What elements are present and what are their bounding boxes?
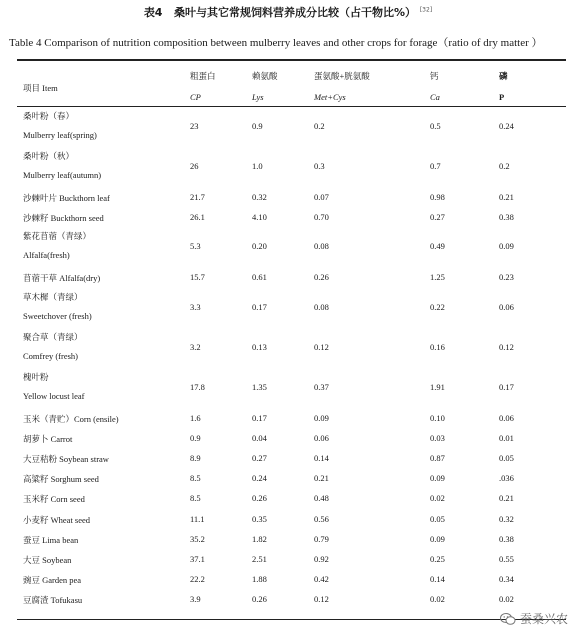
cell-p: 0.21 [499, 192, 514, 202]
table-row [0, 207, 576, 227]
row-name: 苜蓿干草 Alfalfa(dry) [23, 273, 101, 284]
row-name: 蚕豆 Lima bean [23, 534, 79, 545]
table-row [0, 589, 576, 609]
cell-ca: 0.09 [430, 533, 445, 544]
table-title-english: Table 4 Comparison of nutrition composition between mulberry leaves and other crops for forage（ratio of dry matter ） [9, 37, 543, 49]
row-name: 沙棘籽 Buckthorn seed [23, 213, 104, 224]
cell-p: 0.55 [499, 554, 514, 564]
header-lys: Lys [252, 92, 264, 102]
wechat-icon [500, 612, 516, 626]
table-row [0, 509, 576, 529]
cell-lys: 0.04 [252, 432, 267, 443]
cell-ca: 0.16 [430, 341, 445, 352]
cell-metcys: 0.08 [314, 241, 329, 252]
cell-lys: 1.88 [252, 574, 267, 585]
watermark [500, 610, 568, 627]
table-row [0, 267, 576, 287]
cell-lys: 0.26 [252, 594, 267, 605]
cell-ca: 0.49 [430, 241, 445, 252]
cell-ca: 0.05 [430, 513, 445, 524]
row-name: 沙棘叶片 Buckthorn leaf [23, 193, 110, 203]
cell-lys: 1.0 [252, 161, 263, 171]
cell-p: .036 [499, 473, 514, 484]
cell-ca: 0.03 [430, 432, 445, 443]
table-row [0, 187, 576, 207]
cell-metcys: 0.12 [314, 594, 329, 605]
row-name: 豌豆 Garden pea [23, 575, 82, 586]
row-name: 大豆秸粉 Soybean straw [23, 454, 109, 464]
cell-lys: 4.10 [252, 212, 267, 223]
row-name-cn: 槐叶粉 [23, 371, 49, 382]
cell-metcys: 0.42 [314, 574, 329, 585]
cell-cp: 37.1 [190, 554, 205, 564]
cell-metcys: 0.79 [314, 533, 329, 544]
cell-lys: 0.35 [252, 513, 267, 524]
row-name-en: Yellow locust leaf [23, 390, 85, 401]
row-name: 大豆 Soybean [23, 555, 72, 565]
top-rule [17, 59, 566, 61]
table-row [0, 328, 576, 368]
cell-metcys: 0.70 [314, 212, 329, 223]
cell-ca: 0.09 [430, 473, 445, 484]
row-name-en: Comfrey (fresh) [23, 350, 78, 361]
cell-p: 0.06 [499, 412, 514, 423]
cell-lys: 0.24 [252, 473, 267, 484]
table-row [0, 288, 576, 328]
cell-p: 0.09 [499, 241, 514, 252]
header-cp: CP [190, 92, 201, 102]
cell-metcys: 0.56 [314, 513, 329, 524]
row-name-cn: 聚合草（青绿） [23, 331, 83, 342]
cell-metcys: 0.26 [314, 272, 329, 283]
row-name: 胡萝卜 Carrot [23, 433, 73, 444]
header-metcys-cn: 蛋氨酸+胱氨酸 [314, 71, 370, 81]
cell-cp: 3.2 [190, 341, 201, 352]
cell-p: 0.06 [499, 301, 514, 312]
table-row [0, 428, 576, 448]
cell-metcys: 0.14 [314, 453, 329, 463]
cell-cp: 26.1 [190, 212, 205, 223]
table-row [0, 227, 576, 267]
cell-lys: 0.27 [252, 453, 267, 463]
cell-p: 0.21 [499, 493, 514, 504]
cell-p: 0.02 [499, 594, 514, 605]
cell-metcys: 0.2 [314, 121, 325, 131]
cell-p: 0.23 [499, 272, 514, 283]
table-row [0, 368, 576, 408]
cell-cp: 26 [190, 161, 199, 171]
cell-lys: 1.35 [252, 381, 267, 392]
header-metcys: Met+Cys [314, 92, 346, 102]
cell-lys: 0.20 [252, 241, 267, 252]
cell-p: 0.05 [499, 453, 514, 463]
cell-p: 0.32 [499, 513, 514, 524]
row-name-cn: 草木樨（青绿） [23, 291, 83, 302]
header-ca-cn: 钙 [430, 71, 439, 81]
row-name-en: Alfalfa(fresh) [23, 250, 70, 261]
cell-p: 0.38 [499, 212, 514, 223]
header-lys-cn: 赖氨酸 [252, 71, 278, 81]
row-name-cn: 桑叶粉（秋） [23, 151, 75, 161]
cell-lys: 2.51 [252, 554, 267, 564]
cell-metcys: 0.37 [314, 381, 329, 392]
cell-ca: 0.02 [430, 594, 445, 605]
cell-lys: 0.13 [252, 341, 267, 352]
cell-cp: 15.7 [190, 272, 205, 283]
cell-ca: 0.87 [430, 453, 445, 463]
cell-cp: 1.6 [190, 412, 201, 423]
header-p: P [499, 92, 505, 102]
cell-cp: 8.5 [190, 493, 201, 504]
cell-cp: 23 [190, 121, 199, 131]
cell-metcys: 0.21 [314, 473, 329, 484]
cell-cp: 22.2 [190, 574, 205, 585]
cell-lys: 0.61 [252, 272, 267, 283]
row-name: 豆腐渣 Tofukasu [23, 595, 83, 606]
cell-p: 0.12 [499, 341, 514, 352]
cell-cp: 21.7 [190, 192, 205, 202]
cell-ca: 0.5 [430, 121, 441, 131]
cell-ca: 0.7 [430, 161, 441, 171]
table-title-text: 桑叶与其它常规饲料营养成分比较（占干物比%） [173, 6, 416, 19]
cell-cp: 3.3 [190, 301, 201, 312]
cell-cp: 17.8 [190, 381, 205, 392]
cell-metcys: 0.48 [314, 493, 329, 504]
cell-ca: 0.27 [430, 212, 445, 223]
cell-p: 0.2 [499, 161, 510, 171]
cell-p: 0.24 [499, 121, 514, 131]
row-name: 玉米（青贮）Corn (ensile) [23, 413, 119, 424]
cell-ca: 0.10 [430, 412, 445, 423]
cell-metcys: 0.08 [314, 301, 329, 312]
cell-ca: 0.25 [430, 554, 445, 564]
table-number: 表4 [143, 6, 163, 19]
watermark-text: 蚕桑兴农 [519, 612, 568, 626]
cell-lys: 0.26 [252, 493, 267, 504]
table-row [0, 408, 576, 428]
row-name-en: Mulberry leaf(spring) [23, 130, 97, 140]
cell-p: 0.38 [499, 533, 514, 544]
cell-ca: 0.14 [430, 574, 445, 585]
cell-ca: 0.98 [430, 192, 445, 202]
cell-metcys: 0.92 [314, 554, 329, 564]
header-item: 项目 Item [23, 83, 58, 93]
reference-marker: [32] [419, 6, 433, 14]
cell-cp: 3.9 [190, 594, 201, 605]
row-name-cn: 桑叶粉（春） [23, 111, 75, 121]
cell-lys: 0.9 [252, 121, 263, 131]
cell-ca: 0.22 [430, 301, 445, 312]
cell-metcys: 0.07 [314, 192, 329, 202]
cell-lys: 1.82 [252, 533, 267, 544]
row-name-en: Mulberry leaf(autumn) [23, 170, 102, 180]
row-name: 高粱籽 Sorghum seed [23, 474, 99, 485]
header-p-cn: 磷 [499, 71, 508, 81]
cell-cp: 8.5 [190, 473, 201, 484]
header-ca: Ca [430, 92, 440, 102]
bottom-rule [17, 619, 566, 620]
cell-p: 0.17 [499, 381, 514, 392]
cell-metcys: 0.12 [314, 341, 329, 352]
table-row [0, 569, 576, 589]
cell-cp: 11.1 [190, 513, 205, 524]
table-title-chinese [0, 4, 576, 20]
cell-metcys: 0.3 [314, 161, 325, 171]
cell-cp: 35.2 [190, 533, 205, 544]
cell-metcys: 0.06 [314, 432, 329, 443]
cell-ca: 1.25 [430, 272, 445, 283]
table-row [0, 468, 576, 488]
cell-p: 0.34 [499, 574, 514, 585]
cell-lys: 0.32 [252, 192, 267, 202]
table-row [0, 147, 576, 187]
table-row [0, 549, 576, 569]
row-name: 小麦籽 Wheat seed [23, 514, 91, 525]
table-row [0, 529, 576, 549]
cell-ca: 1.91 [430, 381, 445, 392]
cell-cp: 8.9 [190, 453, 201, 463]
cell-lys: 0.17 [252, 412, 267, 423]
cell-lys: 0.17 [252, 301, 267, 312]
row-name: 玉米籽 Corn seed [23, 494, 85, 505]
table-row [0, 107, 576, 147]
cell-ca: 0.02 [430, 493, 445, 504]
row-name-en: Sweetchover (fresh) [23, 310, 92, 321]
cell-cp: 5.3 [190, 241, 201, 252]
table-row [0, 488, 576, 508]
row-name-cn: 紫花苜蓿（青绿） [23, 231, 92, 242]
header-cp-cn: 粗蛋白 [190, 71, 216, 81]
cell-cp: 0.9 [190, 432, 201, 443]
cell-metcys: 0.09 [314, 412, 329, 423]
cell-p: 0.01 [499, 432, 514, 443]
table-row [0, 448, 576, 468]
